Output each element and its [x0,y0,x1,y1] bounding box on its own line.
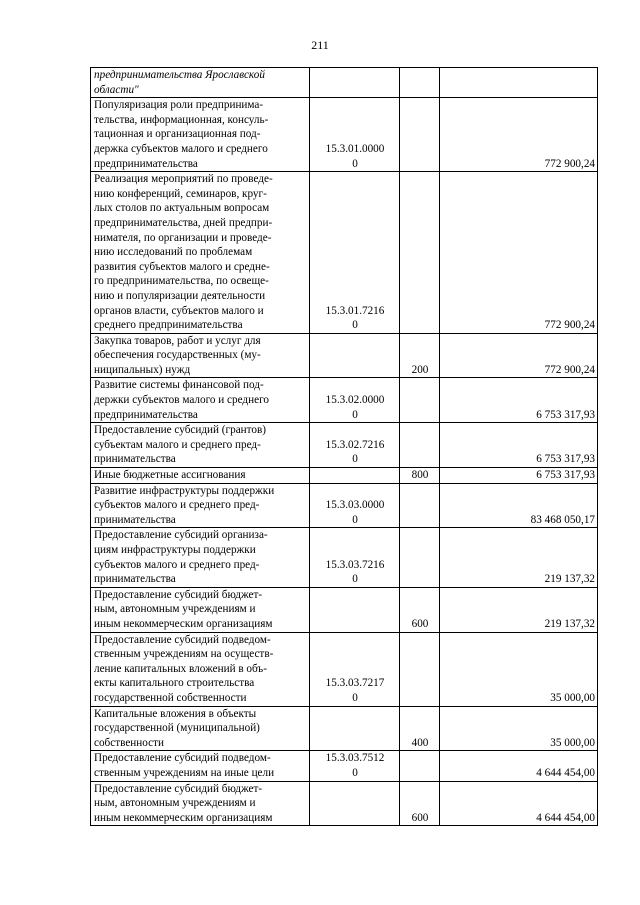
row-amount-cell: 83 468 050,17 [440,483,598,528]
row-code-cell: 15.3.03.0000 0 [310,483,400,528]
row-code-cell [310,468,400,484]
table-row [91,587,598,632]
row-code-cell [310,333,400,378]
row-name-cell: предпринимательства Ярославской области" [91,68,310,98]
row-amount-cell: 6 753 317,93 [440,468,598,484]
table-row [91,468,598,484]
row-expense-type-cell: 800 [400,468,440,484]
row-code-cell [310,68,400,98]
row-amount-cell: 772 900,24 [440,172,598,334]
table-row [91,68,598,98]
row-expense-type-cell [400,483,440,528]
row-expense-type-cell [400,751,440,781]
budget-table-body [91,68,598,826]
row-amount-cell: 4 644 454,00 [440,781,598,826]
row-amount-cell: 4 644 454,00 [440,751,598,781]
row-name-cell: Предоставление субсидий подведом- ственным учреждениям на осуществ- ление капитальных вложений в объ- екты капитального строительства государственной собственности [91,632,310,706]
row-expense-type-cell [400,172,440,334]
row-name-cell: Предоставление субсидий (грантов) субъектам малого и среднего пред- принимательства [91,423,310,468]
table-row [91,528,598,587]
row-amount-cell [440,68,598,98]
row-code-cell: 15.3.03.7512 0 [310,751,400,781]
row-name-cell: Иные бюджетные ассигнования [91,468,310,484]
row-name-cell: Развитие системы финансовой под- держки субъектов малого и среднего предпринимательства [91,378,310,423]
row-amount-cell: 6 753 317,93 [440,423,598,468]
row-expense-type-cell [400,98,440,172]
row-code-cell: 15.3.01.0000 0 [310,98,400,172]
row-name-cell: Предоставление субсидий организа- циям инфраструктуры поддержки субъектов малого и среднего пред- принимательства [91,528,310,587]
row-amount-cell: 219 137,32 [440,528,598,587]
row-amount-cell: 35 000,00 [440,706,598,751]
row-name-cell: Развитие инфраструктуры поддержки субъектов малого и среднего пред- принимательства [91,483,310,528]
row-name-cell: Капитальные вложения в объекты государственной (муниципальной) собственности [91,706,310,751]
row-expense-type-cell [400,378,440,423]
row-code-cell: 15.3.01.7216 0 [310,172,400,334]
table-row [91,333,598,378]
row-expense-type-cell [400,528,440,587]
row-expense-type-cell [400,68,440,98]
table-row [91,98,598,172]
row-expense-type-cell: 600 [400,781,440,826]
row-amount-cell: 35 000,00 [440,632,598,706]
row-name-cell: Предоставление субсидий бюджет- ным, автономным учреждениям и иным некоммерческим организациям [91,781,310,826]
table-row [91,378,598,423]
row-code-cell [310,706,400,751]
row-amount-cell: 772 900,24 [440,333,598,378]
row-expense-type-cell: 600 [400,587,440,632]
row-expense-type-cell: 400 [400,706,440,751]
table-row [91,751,598,781]
row-amount-cell: 219 137,32 [440,587,598,632]
row-code-cell: 15.3.02.0000 0 [310,378,400,423]
table-row [91,172,598,334]
row-expense-type-cell [400,423,440,468]
row-expense-type-cell [400,632,440,706]
row-code-cell [310,781,400,826]
row-name-cell: Популяризация роли предпринима- тельства, информационная, консуль- тационная и организационная под- держка субъектов малого и среднего предпринимательства [91,98,310,172]
table-row [91,423,598,468]
page-number: 211 [311,38,329,52]
table-row [91,483,598,528]
row-amount-cell: 6 753 317,93 [440,378,598,423]
table-row [91,632,598,706]
row-name-cell: Предоставление субсидий подведом- ственным учреждениям на иные цели [91,751,310,781]
row-code-cell [310,587,400,632]
row-code-cell: 15.3.03.7216 0 [310,528,400,587]
table-row [91,706,598,751]
row-expense-type-cell: 200 [400,333,440,378]
budget-table [90,67,598,826]
table-row [91,781,598,826]
row-amount-cell: 772 900,24 [440,98,598,172]
row-name-cell: Закупка товаров, работ и услуг для обеспечения государственных (му- ниципальных) нужд [91,333,310,378]
row-name-cell: Предоставление субсидий бюджет- ным, автономным учреждениям и иным некоммерческим организациям [91,587,310,632]
row-name-cell: Реализация мероприятий по проведе- нию конференций, семинаров, круг- лых столов по актуальным вопросам предпринимательства, дней предпри- нимателя, по организации и проведе- нию исследований по проблемам развития субъектов малого и средне- го предпринимательства, по освеще- нию и популяризации деятельности органов власти, субъектов малого и среднего предпринимательства [91,172,310,334]
row-code-cell: 15.3.02.7216 0 [310,423,400,468]
row-code-cell: 15.3.03.7217 0 [310,632,400,706]
